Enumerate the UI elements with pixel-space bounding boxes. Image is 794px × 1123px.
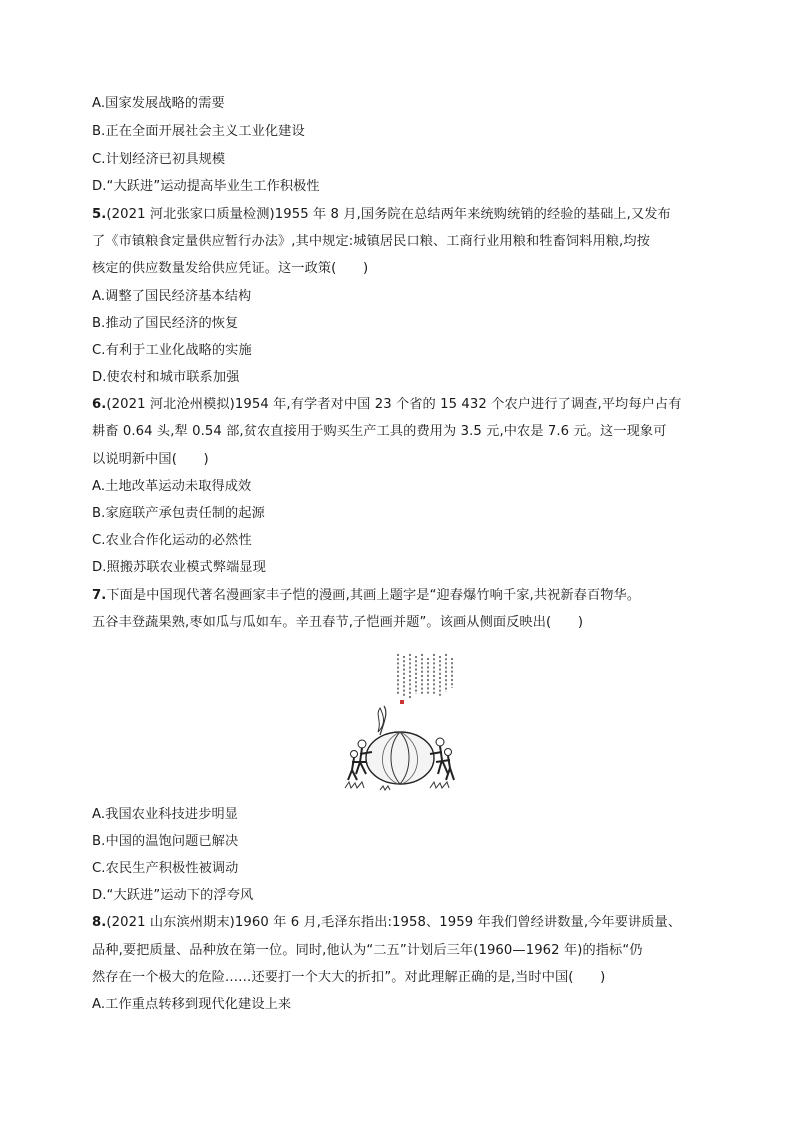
q6-option-d: D.照搬苏联农业模式弊端显现 <box>92 560 266 575</box>
q5-stem-line1 <box>92 206 671 224</box>
q8-stem-line3: 然存在一个极大的危险……还要打一个大大的折扣”。对此理解正确的是,当时中国( ) <box>92 970 606 985</box>
q7-number: 7. <box>92 588 107 603</box>
q6-option-a: A.土地改革运动未取得成效 <box>92 479 252 494</box>
q8-option-a: A.工作重点转移到现代化建设上来 <box>92 997 292 1012</box>
q5-option-d: D.使农村和城市联系加强 <box>92 370 240 385</box>
q5-number: 5. <box>92 207 107 222</box>
q7-option-a: A.我国农业科技进步明显 <box>92 807 239 822</box>
q6-stem-line1 <box>92 396 681 414</box>
q4-option-a: A.国家发展战略的需要 <box>92 96 225 111</box>
q7-option-c: C.农民生产积极性被调动 <box>92 861 239 876</box>
q5-stem-line2: 了《市镇粮食定量供应暂行办法》,其中规定:城镇居民口粮、工商行业用粮和牲畜饲料用粮,均按 <box>92 234 650 249</box>
q6-stem-line3: 以说明新中国( ) <box>92 452 209 467</box>
q7-stem-line1 <box>92 587 640 605</box>
q4-option-d: D.“大跃进”运动提高毕业生工作积极性 <box>92 179 320 194</box>
q4-option-c: C.计划经济已初具规模 <box>92 152 226 167</box>
q8-stem-line1 <box>92 914 681 932</box>
q7-stem-line2: 五谷丰登蔬果熟,枣如瓜与瓜如车。辛丑春节,子恺画并题”。该画从侧面反映出( ) <box>92 615 584 630</box>
q4-option-b: B.正在全面开展社会主义工业化建设 <box>92 124 305 139</box>
q8-stem-line2: 品种,要把质量、品种放在第一位。同时,他认为“二五”计划后三年(1960—1962 年)的指标“仍 <box>92 943 643 958</box>
q5-text-line1: (2021 河北张家口质量检测)1955 年 8 月,国务院在总结两年来统购统销的经验的基础上,又发布 <box>106 207 671 222</box>
q5-option-c: C.有利于工业化战略的实施 <box>92 343 252 358</box>
q5-option-a: A.调整了国民经济基本结构 <box>92 289 252 304</box>
q8-text-line1: (2021 山东滨州期末)1960 年 6 月,毛泽东指出:1958、1959 年我们曾经讲数量,今年要讲质量、 <box>106 915 682 930</box>
q7-text-line1: 下面是中国现代著名漫画家丰子恺的漫画,其画上题字是“迎春爆竹响千家,共祝新春百物华。 <box>106 588 641 603</box>
q6-text-line1: (2021 河北沧州模拟)1954 年,有学者对中国 23 个省的 15 432 个农户进行了调查,平均每户占有 <box>106 397 682 412</box>
q8-number: 8. <box>92 915 107 930</box>
q6-option-c: C.农业合作化运动的必然性 <box>92 533 252 548</box>
cartoon-giant-pumpkin-illustration-icon <box>340 650 465 795</box>
q7-option-d: D.“大跃进”运动下的浮夸风 <box>92 888 254 903</box>
q6-option-b: B.家庭联产承包责任制的起源 <box>92 506 265 521</box>
q6-stem-line2: 耕畜 0.64 头,犁 0.54 部,贫农直接用于购买生产工具的费用为 3.5 元,中农是 7.6 元。这一现象可 <box>92 424 667 439</box>
q5-stem-line3: 核定的供应数量发给供应凭证。这一政策( ) <box>92 261 369 276</box>
q6-number: 6. <box>92 397 107 412</box>
q5-option-b: B.推动了国民经济的恢复 <box>92 316 239 331</box>
q7-option-b: B.中国的温饱问题已解决 <box>92 834 239 849</box>
